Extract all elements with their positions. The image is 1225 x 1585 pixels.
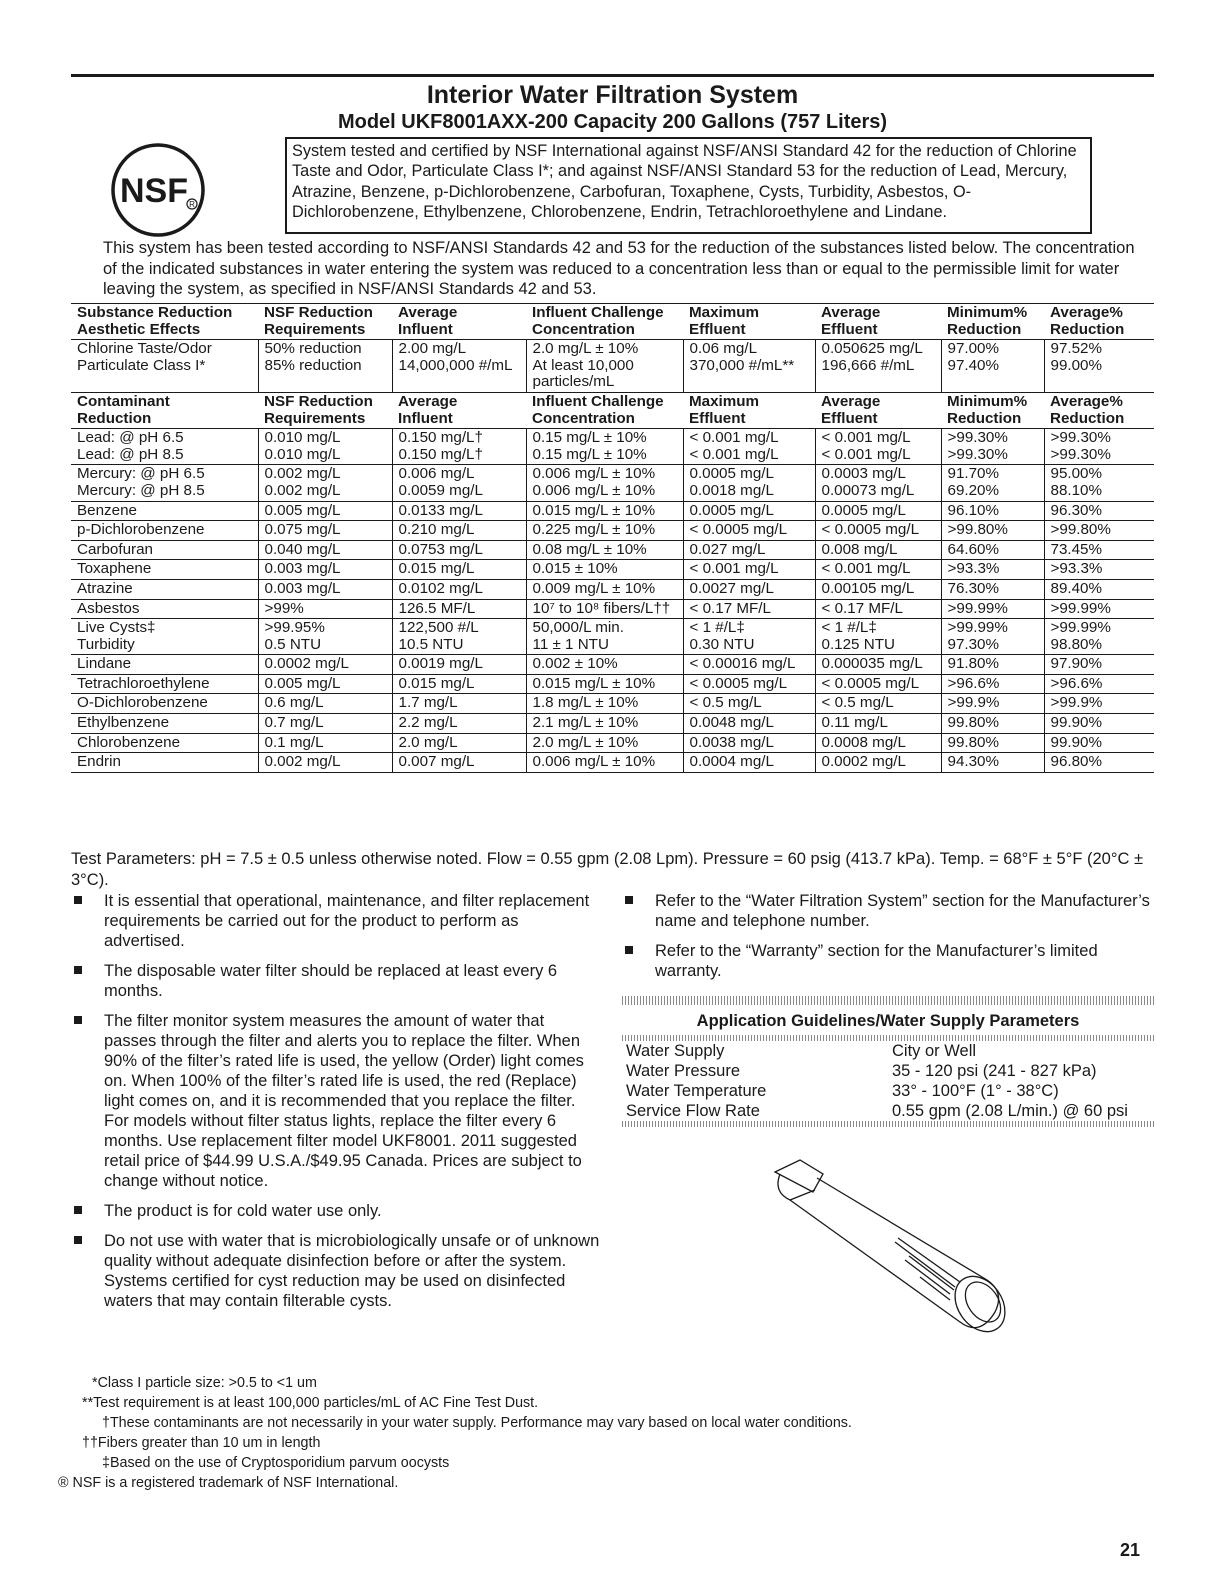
table-cell: 1.7 mg/L bbox=[392, 694, 526, 714]
table-cell: Toxaphene bbox=[71, 560, 258, 580]
table-cell: >99.99% 97.30% bbox=[941, 619, 1044, 655]
table-cell: 50% reduction 85% reduction bbox=[258, 340, 392, 393]
table-cell: 94.30% bbox=[941, 753, 1044, 773]
table-cell: 2.0 mg/L bbox=[392, 733, 526, 753]
table-cell: 0.027 mg/L bbox=[683, 540, 815, 560]
guideline-row bbox=[622, 1081, 1154, 1101]
table-row bbox=[71, 579, 1154, 599]
table-cell: Ethylbenzene bbox=[71, 714, 258, 734]
table-cell: Lindane bbox=[71, 655, 258, 675]
table-cell: 91.70% 69.20% bbox=[941, 465, 1044, 501]
table-cell: < 1 #/L‡ 0.30 NTU bbox=[683, 619, 815, 655]
table-cell: Chlorine Taste/Odor Particulate Class I* bbox=[71, 340, 258, 393]
table-cell: O-Dichlorobenzene bbox=[71, 694, 258, 714]
column-header: Average% Reduction bbox=[1044, 304, 1154, 340]
table-cell: 0.003 mg/L bbox=[258, 560, 392, 580]
svg-text:R: R bbox=[189, 200, 195, 209]
page-title: Interior Water Filtration System bbox=[426, 81, 799, 109]
table-cell: 2.1 mg/L ± 10% bbox=[526, 714, 683, 734]
table-cell: >99.30% >99.30% bbox=[941, 429, 1044, 465]
table-cell: Endrin bbox=[71, 753, 258, 773]
table-cell: 99.80% bbox=[941, 733, 1044, 753]
column-header: Maximum Effluent bbox=[683, 392, 815, 428]
bullet-text: Do not use with water that is microbiologically unsafe or of unknown quality without adequate disinfection before or after the system. Systems certified for cyst reduction may be used on disinfected waters that may contain filterable cysts. bbox=[104, 1232, 600, 1310]
bullet-text: The product is for cold water use only. bbox=[104, 1202, 382, 1220]
table-cell: >99.9% bbox=[941, 694, 1044, 714]
table-cell: 0.002 mg/L 0.002 mg/L bbox=[258, 465, 392, 501]
table-cell: 0.0019 mg/L bbox=[392, 655, 526, 675]
table-cell: < 1 #/L‡ 0.125 NTU bbox=[815, 619, 941, 655]
table-cell: >99.9% bbox=[1044, 694, 1154, 714]
table-cell: 2.00 mg/L 14,000,000 #/mL bbox=[392, 340, 526, 393]
table-cell: 2.0 mg/L ± 10% At least 10,000 particles/mL bbox=[526, 340, 683, 393]
table-cell: 10⁷ to 10⁸ fibers/L†† bbox=[526, 599, 683, 619]
table-cell: 0.002 ± 10% bbox=[526, 655, 683, 675]
bullet-text: The filter monitor system measures the amount of water that passes through the filter and alerts you to replace the filter. When 90% of the filter’s rated life is used, the yellow (Order) light comes on. When 100% of the filter’s rated life is used, the red (Replace) light comes on, and it is recommended that you replace the filter. For models without filter status lights, replace the filter every 6 months. Use replacement filter model UKF8001. 2011 suggested retail price of $44.99 U.S.A./$49.95 Canada. Prices are subject to change without notice. bbox=[104, 1012, 584, 1190]
table-cell: >99.80% bbox=[1044, 521, 1154, 541]
table-cell: 0.006 mg/L 0.0059 mg/L bbox=[392, 465, 526, 501]
table-cell: 0.007 mg/L bbox=[392, 753, 526, 773]
guideline-value: 0.55 gpm (2.08 L/min.) @ 60 psi bbox=[892, 1102, 1128, 1120]
table-cell: 0.15 mg/L ± 10% 0.15 mg/L ± 10% bbox=[526, 429, 683, 465]
footnote: †These contaminants are not necessarily in your water supply. Performance may vary based on local water conditions. bbox=[102, 1415, 852, 1431]
table-cell: 76.30% bbox=[941, 579, 1044, 599]
guideline-label: Water Supply bbox=[626, 1042, 725, 1060]
column-header: Minimum% Reduction bbox=[941, 392, 1044, 428]
table-row bbox=[71, 465, 1154, 501]
column-header: Average Effluent bbox=[815, 304, 941, 340]
table-row bbox=[71, 655, 1154, 675]
footnote: **Test requirement is at least 100,000 particles/mL of AC Fine Test Dust. bbox=[82, 1395, 539, 1411]
table-cell: 0.010 mg/L 0.010 mg/L bbox=[258, 429, 392, 465]
application-guidelines-title: Application Guidelines/Water Supply Parameters bbox=[696, 1012, 1080, 1030]
bullet-item bbox=[71, 891, 601, 951]
table-cell: 0.040 mg/L bbox=[258, 540, 392, 560]
column-header: Minimum% Reduction bbox=[941, 304, 1044, 340]
left-bullet-list bbox=[71, 891, 601, 1321]
guideline-row bbox=[622, 1061, 1154, 1081]
table-row bbox=[71, 429, 1154, 465]
table-cell: 0.002 mg/L bbox=[258, 753, 392, 773]
table-cell: 99.80% bbox=[941, 714, 1044, 734]
table-cell: 0.0002 mg/L bbox=[815, 753, 941, 773]
table-cell: 0.005 mg/L bbox=[258, 674, 392, 694]
table-cell: Chlorobenzene bbox=[71, 733, 258, 753]
table-row bbox=[71, 714, 1154, 734]
table-cell: 0.0005 mg/L 0.0018 mg/L bbox=[683, 465, 815, 501]
table-cell: 0.1 mg/L bbox=[258, 733, 392, 753]
column-header: Average Influent bbox=[392, 392, 526, 428]
table-cell: Live Cysts‡ Turbidity bbox=[71, 619, 258, 655]
table-cell: 0.050625 mg/L 196,666 #/mL bbox=[815, 340, 941, 393]
table-cell: < 0.0005 mg/L bbox=[683, 521, 815, 541]
table-cell: 0.0005 mg/L bbox=[815, 501, 941, 521]
intro-paragraph: This system has been tested according to NSF/ANSI Standards 42 and 53 for the reduction of the substances listed below. The concentration of the indicated substances in water entering the system was reduced to a concentration less than or equal to the permissible limit for water leaving the system, as specified in NSF/ANSI Standards 42 and 53. bbox=[103, 239, 1135, 298]
table-row bbox=[71, 619, 1154, 655]
table-cell: Lead: @ pH 6.5 Lead: @ pH 8.5 bbox=[71, 429, 258, 465]
table-cell: >99.95% 0.5 NTU bbox=[258, 619, 392, 655]
table-cell: 97.00% 97.40% bbox=[941, 340, 1044, 393]
table-cell: 95.00% 88.10% bbox=[1044, 465, 1154, 501]
bullet-text: It is essential that operational, maintenance, and filter replacement requirements be carried out for the product to perform as advertised. bbox=[104, 892, 590, 950]
table-row bbox=[71, 733, 1154, 753]
column-header: Influent Challenge Concentration bbox=[526, 304, 683, 340]
table-cell: 0.009 mg/L ± 10% bbox=[526, 579, 683, 599]
table-cell: 96.10% bbox=[941, 501, 1044, 521]
table-cell: Benzene bbox=[71, 501, 258, 521]
column-header: Average Effluent bbox=[815, 392, 941, 428]
table-cell: 96.80% bbox=[1044, 753, 1154, 773]
table-cell: 0.006 mg/L ± 10% bbox=[526, 753, 683, 773]
table-cell: 0.000035 mg/L bbox=[815, 655, 941, 675]
bullet-item bbox=[71, 1231, 601, 1311]
table-cell: >96.6% bbox=[1044, 674, 1154, 694]
table-cell: Asbestos bbox=[71, 599, 258, 619]
table-cell: < 0.001 mg/L < 0.001 mg/L bbox=[815, 429, 941, 465]
bullet-text: Refer to the “Water Filtration System” section for the Manufacturer’s name and telephone number. bbox=[655, 892, 1150, 930]
table-cell: >99.99% bbox=[941, 599, 1044, 619]
guideline-value: 33° - 100°F (1° - 38°C) bbox=[892, 1082, 1059, 1100]
table-cell: >93.3% bbox=[1044, 560, 1154, 580]
table-cell: < 0.0005 mg/L bbox=[815, 674, 941, 694]
guideline-value: 35 - 120 psi (241 - 827 kPa) bbox=[892, 1062, 1097, 1080]
table-row bbox=[71, 694, 1154, 714]
table-cell: 0.6 mg/L bbox=[258, 694, 392, 714]
table-cell: 89.40% bbox=[1044, 579, 1154, 599]
table-cell: 0.0008 mg/L bbox=[815, 733, 941, 753]
table-row bbox=[71, 753, 1154, 773]
table-cell: 0.015 mg/L ± 10% bbox=[526, 674, 683, 694]
certification-box: System tested and certified by NSF International against NSF/ANSI Standard 42 for the reduction of Chlorine Taste and Odor, Particulate Class I*; and against NSF/ANSI Standard 53 for the reduction of Lead, Mercury, Atrazine, Benzene, p-Dichlorobenzene, Carbofuran, Toxaphene, Cysts, Turbidity, Asbestos, O-Dichlorobenzene, Ethylbenzene, Chlorobenzene, Endrin, Tetrachloroethylene and Lindane. bbox=[285, 137, 1092, 234]
table-cell: 0.08 mg/L ± 10% bbox=[526, 540, 683, 560]
table-cell: 122,500 #/L 10.5 NTU bbox=[392, 619, 526, 655]
water-filter-illustration bbox=[755, 1152, 1015, 1352]
column-header: Maximum Effluent bbox=[683, 304, 815, 340]
performance-data-table bbox=[71, 303, 1154, 773]
table-cell: 97.90% bbox=[1044, 655, 1154, 675]
application-guidelines bbox=[622, 996, 1154, 1127]
table-cell: 97.52% 99.00% bbox=[1044, 340, 1154, 393]
table-cell: < 0.001 mg/L bbox=[815, 560, 941, 580]
table-cell: < 0.00016 mg/L bbox=[683, 655, 815, 675]
table-cell: 0.0038 mg/L bbox=[683, 733, 815, 753]
table-cell: 0.0005 mg/L bbox=[683, 501, 815, 521]
table-cell: 0.0048 mg/L bbox=[683, 714, 815, 734]
table-cell: 0.06 mg/L 370,000 #/mL** bbox=[683, 340, 815, 393]
table-cell: < 0.5 mg/L bbox=[683, 694, 815, 714]
table-cell: 0.008 mg/L bbox=[815, 540, 941, 560]
footnote: *Class I particle size: >0.5 to <1 um bbox=[92, 1375, 317, 1391]
table-cell: 1.8 mg/L ± 10% bbox=[526, 694, 683, 714]
bullet-square-icon bbox=[74, 1206, 82, 1214]
table-cell: 50,000/L min. 11 ± 1 NTU bbox=[526, 619, 683, 655]
bullet-item bbox=[71, 961, 601, 1001]
bullet-square-icon bbox=[74, 1236, 82, 1244]
table-cell: >93.3% bbox=[941, 560, 1044, 580]
table-cell: 96.30% bbox=[1044, 501, 1154, 521]
guideline-label: Water Pressure bbox=[626, 1062, 741, 1080]
table-cell: 0.006 mg/L ± 10% 0.006 mg/L ± 10% bbox=[526, 465, 683, 501]
bullet-item bbox=[71, 1201, 601, 1221]
table-cell: 0.015 ± 10% bbox=[526, 560, 683, 580]
table-cell: 64.60% bbox=[941, 540, 1044, 560]
column-header: NSF Reduction Requirements bbox=[258, 392, 392, 428]
table-cell: 126.5 MF/L bbox=[392, 599, 526, 619]
table-cell: 0.225 mg/L ± 10% bbox=[526, 521, 683, 541]
table-cell: 0.150 mg/L† 0.150 mg/L† bbox=[392, 429, 526, 465]
table-cell: 0.210 mg/L bbox=[392, 521, 526, 541]
column-header: Contaminant Reduction bbox=[71, 392, 258, 428]
table-cell: < 0.001 mg/L < 0.001 mg/L bbox=[683, 429, 815, 465]
table-cell: >99.80% bbox=[941, 521, 1044, 541]
page-number: 21 bbox=[1119, 1540, 1140, 1560]
table-cell: 0.015 mg/L bbox=[392, 560, 526, 580]
guideline-label: Service Flow Rate bbox=[626, 1102, 760, 1120]
test-parameters: Test Parameters: pH = 7.5 ± 0.5 unless otherwise noted. Flow = 0.55 gpm (2.08 Lpm). Pressure = 60 psig (413.7 kPa). Temp. = 68°F ± 5°F (20°C ± 3°C). bbox=[71, 850, 1144, 889]
table-cell: < 0.0005 mg/L bbox=[815, 521, 941, 541]
table-cell: Tetrachloroethylene bbox=[71, 674, 258, 694]
table-cell: 0.11 mg/L bbox=[815, 714, 941, 734]
column-header: NSF Reduction Requirements bbox=[258, 304, 392, 340]
table-cell: 0.7 mg/L bbox=[258, 714, 392, 734]
table-cell: 99.90% bbox=[1044, 714, 1154, 734]
table-cell: 0.015 mg/L ± 10% bbox=[526, 501, 683, 521]
table-cell: >99.99% 98.80% bbox=[1044, 619, 1154, 655]
table-cell: >96.6% bbox=[941, 674, 1044, 694]
bullet-square-icon bbox=[74, 966, 82, 974]
bullet-item bbox=[622, 941, 1154, 981]
table-cell: p-Dichlorobenzene bbox=[71, 521, 258, 541]
table-cell: 0.003 mg/L bbox=[258, 579, 392, 599]
footnote: ‡Based on the use of Cryptosporidium parvum oocysts bbox=[102, 1455, 450, 1471]
bullet-square-icon bbox=[625, 946, 633, 954]
page-subtitle: Model UKF8001AXX-200 Capacity 200 Gallons (757 Liters) bbox=[337, 111, 888, 133]
table-cell: 0.015 mg/L bbox=[392, 674, 526, 694]
bullet-square-icon bbox=[625, 896, 633, 904]
table-cell: 0.0003 mg/L 0.00073 mg/L bbox=[815, 465, 941, 501]
top-rule bbox=[71, 74, 1154, 77]
table-cell: 99.90% bbox=[1044, 733, 1154, 753]
guideline-row bbox=[622, 1101, 1154, 1121]
table-cell: >99.99% bbox=[1044, 599, 1154, 619]
application-guidelines-table bbox=[622, 1041, 1154, 1121]
table-cell: 0.0004 mg/L bbox=[683, 753, 815, 773]
stipple-rule-top bbox=[622, 996, 1154, 1005]
table-cell: < 0.001 mg/L bbox=[683, 560, 815, 580]
table-row bbox=[71, 501, 1154, 521]
footnote: ††Fibers greater than 10 um in length bbox=[82, 1435, 321, 1451]
guideline-value: City or Well bbox=[892, 1042, 977, 1060]
table-cell: < 0.17 MF/L bbox=[815, 599, 941, 619]
table-header-row bbox=[71, 304, 1154, 340]
table-cell: 0.0002 mg/L bbox=[258, 655, 392, 675]
table-row bbox=[71, 560, 1154, 580]
table-cell: 2.0 mg/L ± 10% bbox=[526, 733, 683, 753]
table-cell: 73.45% bbox=[1044, 540, 1154, 560]
bullet-item bbox=[622, 891, 1154, 931]
table-cell: 0.0753 mg/L bbox=[392, 540, 526, 560]
table-row bbox=[71, 599, 1154, 619]
footnote: ® NSF is a registered trademark of NSF International. bbox=[58, 1475, 399, 1491]
column-header: Substance Reduction Aesthetic Effects bbox=[71, 304, 258, 340]
table-cell: >99% bbox=[258, 599, 392, 619]
table-cell: Carbofuran bbox=[71, 540, 258, 560]
table-row bbox=[71, 540, 1154, 560]
bullet-square-icon bbox=[74, 1016, 82, 1024]
table-row bbox=[71, 340, 1154, 393]
bullet-item bbox=[71, 1011, 601, 1191]
column-header: Average Influent bbox=[392, 304, 526, 340]
nsf-logo bbox=[110, 142, 206, 238]
nsf-logo-text: NSF bbox=[120, 172, 188, 210]
bullet-square-icon bbox=[74, 896, 82, 904]
table-cell: < 0.5 mg/L bbox=[815, 694, 941, 714]
table-cell: 0.0133 mg/L bbox=[392, 501, 526, 521]
bullet-text: Refer to the “Warranty” section for the Manufacturer’s limited warranty. bbox=[655, 942, 1098, 980]
table-cell: 0.0027 mg/L bbox=[683, 579, 815, 599]
guideline-label: Water Temperature bbox=[626, 1082, 767, 1100]
stipple-rule-bottom bbox=[622, 1121, 1154, 1127]
right-bullet-list bbox=[622, 891, 1154, 991]
table-row bbox=[71, 674, 1154, 694]
table-header-row bbox=[71, 392, 1154, 428]
footnotes bbox=[58, 1373, 1158, 1493]
table-row bbox=[71, 521, 1154, 541]
column-header: Average% Reduction bbox=[1044, 392, 1154, 428]
table-cell: Atrazine bbox=[71, 579, 258, 599]
table-cell: 0.005 mg/L bbox=[258, 501, 392, 521]
table-cell: Mercury: @ pH 6.5 Mercury: @ pH 8.5 bbox=[71, 465, 258, 501]
table-cell: < 0.17 MF/L bbox=[683, 599, 815, 619]
table-cell: 2.2 mg/L bbox=[392, 714, 526, 734]
table-cell: 91.80% bbox=[941, 655, 1044, 675]
guideline-row bbox=[622, 1041, 1154, 1061]
table-cell: 0.075 mg/L bbox=[258, 521, 392, 541]
table-cell: < 0.0005 mg/L bbox=[683, 674, 815, 694]
bullet-text: The disposable water filter should be replaced at least every 6 months. bbox=[104, 962, 558, 1000]
table-cell: 0.0102 mg/L bbox=[392, 579, 526, 599]
table-cell: 0.00105 mg/L bbox=[815, 579, 941, 599]
table-cell: >99.30% >99.30% bbox=[1044, 429, 1154, 465]
column-header: Influent Challenge Concentration bbox=[526, 392, 683, 428]
